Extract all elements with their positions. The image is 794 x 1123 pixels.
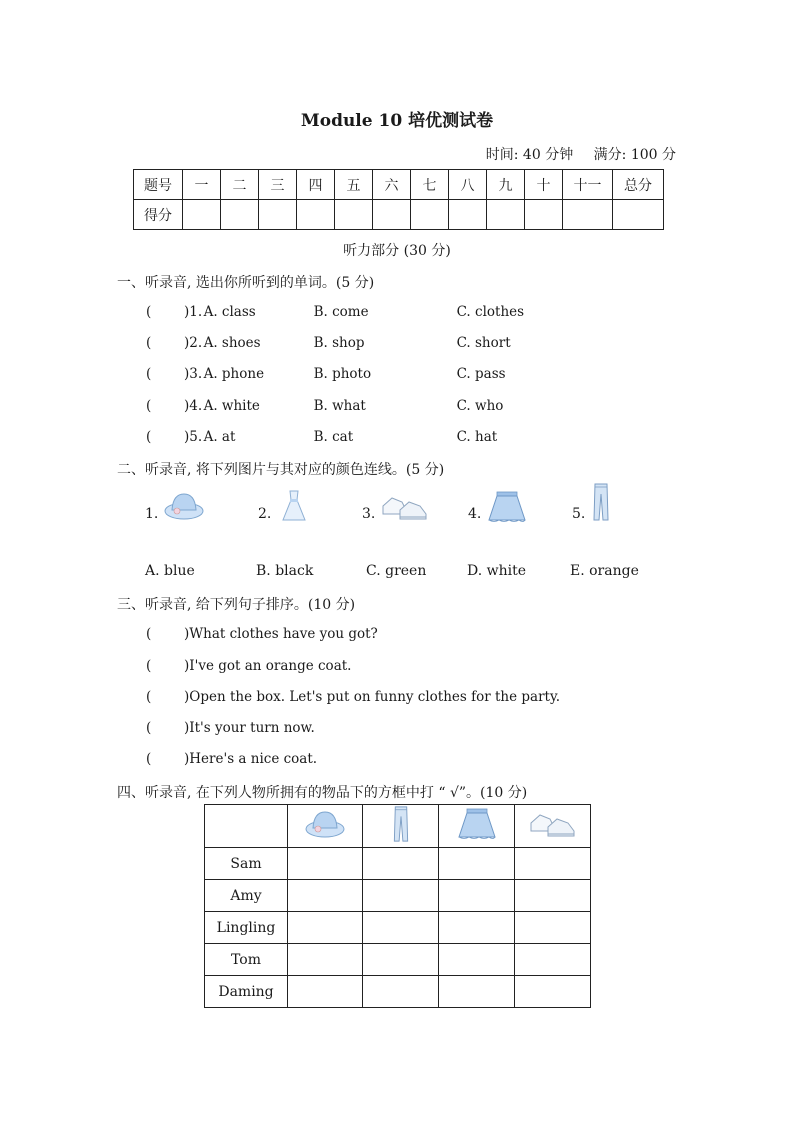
sentence-text: Here's a nice coat.: [189, 751, 318, 767]
full-score-label: 满分: 100 分: [593, 147, 676, 163]
question-number: 4.: [189, 398, 203, 414]
score-entry-cell[interactable]: [563, 200, 613, 230]
person-name: Daming: [205, 976, 288, 1008]
color-option: C. green: [366, 563, 427, 579]
picture-label: 3.: [362, 506, 376, 522]
check-cell[interactable]: [439, 880, 515, 912]
color-option: B. black: [256, 563, 314, 579]
person-name: Tom: [205, 944, 288, 976]
table-row: [205, 880, 591, 912]
check-cell[interactable]: [515, 880, 591, 912]
check-cell[interactable]: [439, 848, 515, 880]
question-row: [146, 366, 506, 382]
score-table-score-row: [134, 200, 664, 230]
trousers-icon: [390, 805, 412, 843]
score-header-cell: 十: [525, 170, 563, 200]
answer-blank[interactable]: (: [146, 304, 152, 320]
table-row: [205, 848, 591, 880]
listening-part-header: 听力部分 (30 分): [343, 243, 451, 259]
trousers-icon: [590, 482, 612, 522]
time-score-line: [486, 144, 676, 164]
score-entry-cell[interactable]: [259, 200, 297, 230]
option-c: C. clothes: [456, 304, 525, 320]
score-row-label: 得分: [134, 200, 183, 230]
sentence-text: What clothes have you got?: [189, 626, 378, 642]
sentence-row: ( )What clothes have you got?: [146, 626, 378, 642]
option-b: B. come: [313, 304, 369, 320]
sentence-text: I've got an orange coat.: [189, 658, 352, 674]
check-cell[interactable]: [288, 880, 363, 912]
answer-blank[interactable]: (: [146, 751, 152, 767]
check-cell[interactable]: [288, 976, 363, 1008]
answer-blank[interactable]: (: [146, 366, 152, 382]
score-entry-cell[interactable]: [613, 200, 664, 230]
paren-close: ): [184, 398, 190, 414]
skirt-icon: [486, 490, 528, 524]
sentence-row: ( )Open the box. Let's put on funny clothes for the party.: [146, 689, 561, 705]
question-number: 1.: [189, 304, 203, 320]
option-a: A. phone: [203, 366, 265, 382]
score-entry-cell[interactable]: [373, 200, 411, 230]
picture-label: 1.: [145, 506, 159, 522]
skirt-icon: [456, 807, 498, 841]
column-header-trousers: [363, 805, 439, 848]
score-entry-cell[interactable]: [449, 200, 487, 230]
option-b: B. photo: [313, 366, 372, 382]
score-header-cell: 七: [411, 170, 449, 200]
paren-close: ): [184, 304, 190, 320]
shoes-icon: [380, 492, 430, 522]
picture-label: 4.: [468, 506, 482, 522]
score-header-cell: 总分: [613, 170, 664, 200]
option-c: C. who: [456, 398, 504, 414]
picture-label: 5.: [572, 506, 586, 522]
table-row: [205, 976, 591, 1008]
table-row: [205, 912, 591, 944]
score-header-cell: 六: [373, 170, 411, 200]
person-name: Lingling: [205, 912, 288, 944]
check-cell[interactable]: [515, 912, 591, 944]
section3-title: 三、听录音, 给下列句子排序。(10 分): [117, 597, 356, 613]
answer-blank[interactable]: (: [146, 720, 152, 736]
answer-blank[interactable]: (: [146, 658, 152, 674]
score-table: [133, 169, 664, 230]
question-row: [146, 398, 503, 414]
column-header-skirt: [439, 805, 515, 848]
question-row: [146, 304, 524, 320]
person-name: Sam: [205, 848, 288, 880]
check-cell[interactable]: [363, 976, 439, 1008]
option-c: C. short: [456, 335, 511, 351]
check-cell[interactable]: [439, 944, 515, 976]
question-row: [146, 335, 511, 351]
hat-icon: [304, 808, 346, 840]
sentence-text: It's your turn now.: [189, 720, 315, 736]
option-c: C. hat: [456, 429, 498, 445]
score-header-cell: 九: [487, 170, 525, 200]
ownership-header-row: [205, 805, 591, 848]
color-option: E. orange: [570, 563, 639, 579]
question-number: 3.: [189, 366, 203, 382]
ownership-table: [204, 804, 591, 1008]
score-header-cell: 八: [449, 170, 487, 200]
score-header-cell: 二: [221, 170, 259, 200]
check-cell[interactable]: [363, 944, 439, 976]
paren-close: ): [184, 429, 190, 445]
score-table-header-row: [134, 170, 664, 200]
color-option: D. white: [467, 563, 527, 579]
score-header-cell: 五: [335, 170, 373, 200]
score-entry-cell[interactable]: [487, 200, 525, 230]
hat-icon: [163, 490, 205, 522]
check-cell[interactable]: [363, 880, 439, 912]
question-number: 2.: [189, 335, 203, 351]
paren-close: ): [184, 366, 190, 382]
sentence-row: ( )It's your turn now.: [146, 720, 315, 736]
time-label: 时间: 40 分钟: [485, 147, 574, 163]
picture-label: 2.: [258, 506, 272, 522]
check-cell[interactable]: [439, 912, 515, 944]
check-cell[interactable]: [439, 976, 515, 1008]
paren-close: ): [184, 335, 190, 351]
check-cell[interactable]: [363, 912, 439, 944]
page-title: Module 10 培优测试卷: [300, 111, 494, 131]
answer-blank[interactable]: (: [146, 429, 152, 445]
option-c: C. pass: [456, 366, 506, 382]
answer-blank[interactable]: (: [146, 335, 152, 351]
answer-blank[interactable]: (: [146, 689, 152, 705]
score-header-cell: 一: [183, 170, 221, 200]
dress-icon: [278, 488, 310, 524]
score-entry-cell[interactable]: [411, 200, 449, 230]
option-b: B. cat: [313, 429, 354, 445]
score-entry-cell[interactable]: [335, 200, 373, 230]
check-cell[interactable]: [515, 976, 591, 1008]
score-header-cell: 题号: [134, 170, 183, 200]
person-name: Amy: [205, 880, 288, 912]
check-cell[interactable]: [363, 848, 439, 880]
section2-title: 二、听录音, 将下列图片与其对应的颜色连线。(5 分): [117, 462, 445, 478]
score-entry-cell[interactable]: [297, 200, 335, 230]
table-row: [205, 944, 591, 976]
color-options: [0, 563, 794, 583]
score-header-cell: 四: [297, 170, 335, 200]
question-number: 5.: [189, 429, 203, 445]
score-header-cell: 三: [259, 170, 297, 200]
check-cell[interactable]: [515, 944, 591, 976]
score-entry-cell[interactable]: [183, 200, 221, 230]
corner-cell: [205, 805, 288, 848]
check-cell[interactable]: [288, 848, 363, 880]
question-row: [146, 429, 497, 445]
check-cell[interactable]: [288, 912, 363, 944]
sentence-row: ( )Here's a nice coat.: [146, 751, 318, 767]
answer-blank[interactable]: (: [146, 398, 152, 414]
option-a: A. shoes: [203, 335, 261, 351]
option-a: A. at: [203, 429, 236, 445]
score-entry-cell[interactable]: [525, 200, 563, 230]
column-header-hat: [288, 805, 363, 848]
score-entry-cell[interactable]: [221, 200, 259, 230]
check-cell[interactable]: [515, 848, 591, 880]
shoes-icon: [528, 809, 578, 839]
option-b: B. what: [313, 398, 366, 414]
column-header-shoes: [515, 805, 591, 848]
section4-title: 四、听录音, 在下列人物所拥有的物品下的方框中打 “ √”。(10 分): [117, 785, 528, 801]
sentence-row: ( )I've got an orange coat.: [146, 658, 352, 674]
score-header-cell: 十一: [563, 170, 613, 200]
option-a: A. class: [203, 304, 256, 320]
answer-blank[interactable]: (: [146, 626, 152, 642]
section1-title: 一、听录音, 选出你所听到的单词。(5 分): [117, 275, 375, 291]
check-cell[interactable]: [288, 944, 363, 976]
color-option: A. blue: [145, 563, 195, 579]
option-a: A. white: [203, 398, 260, 414]
option-b: B. shop: [313, 335, 365, 351]
sentence-text: Open the box. Let's put on funny clothes for the party.: [189, 689, 561, 705]
